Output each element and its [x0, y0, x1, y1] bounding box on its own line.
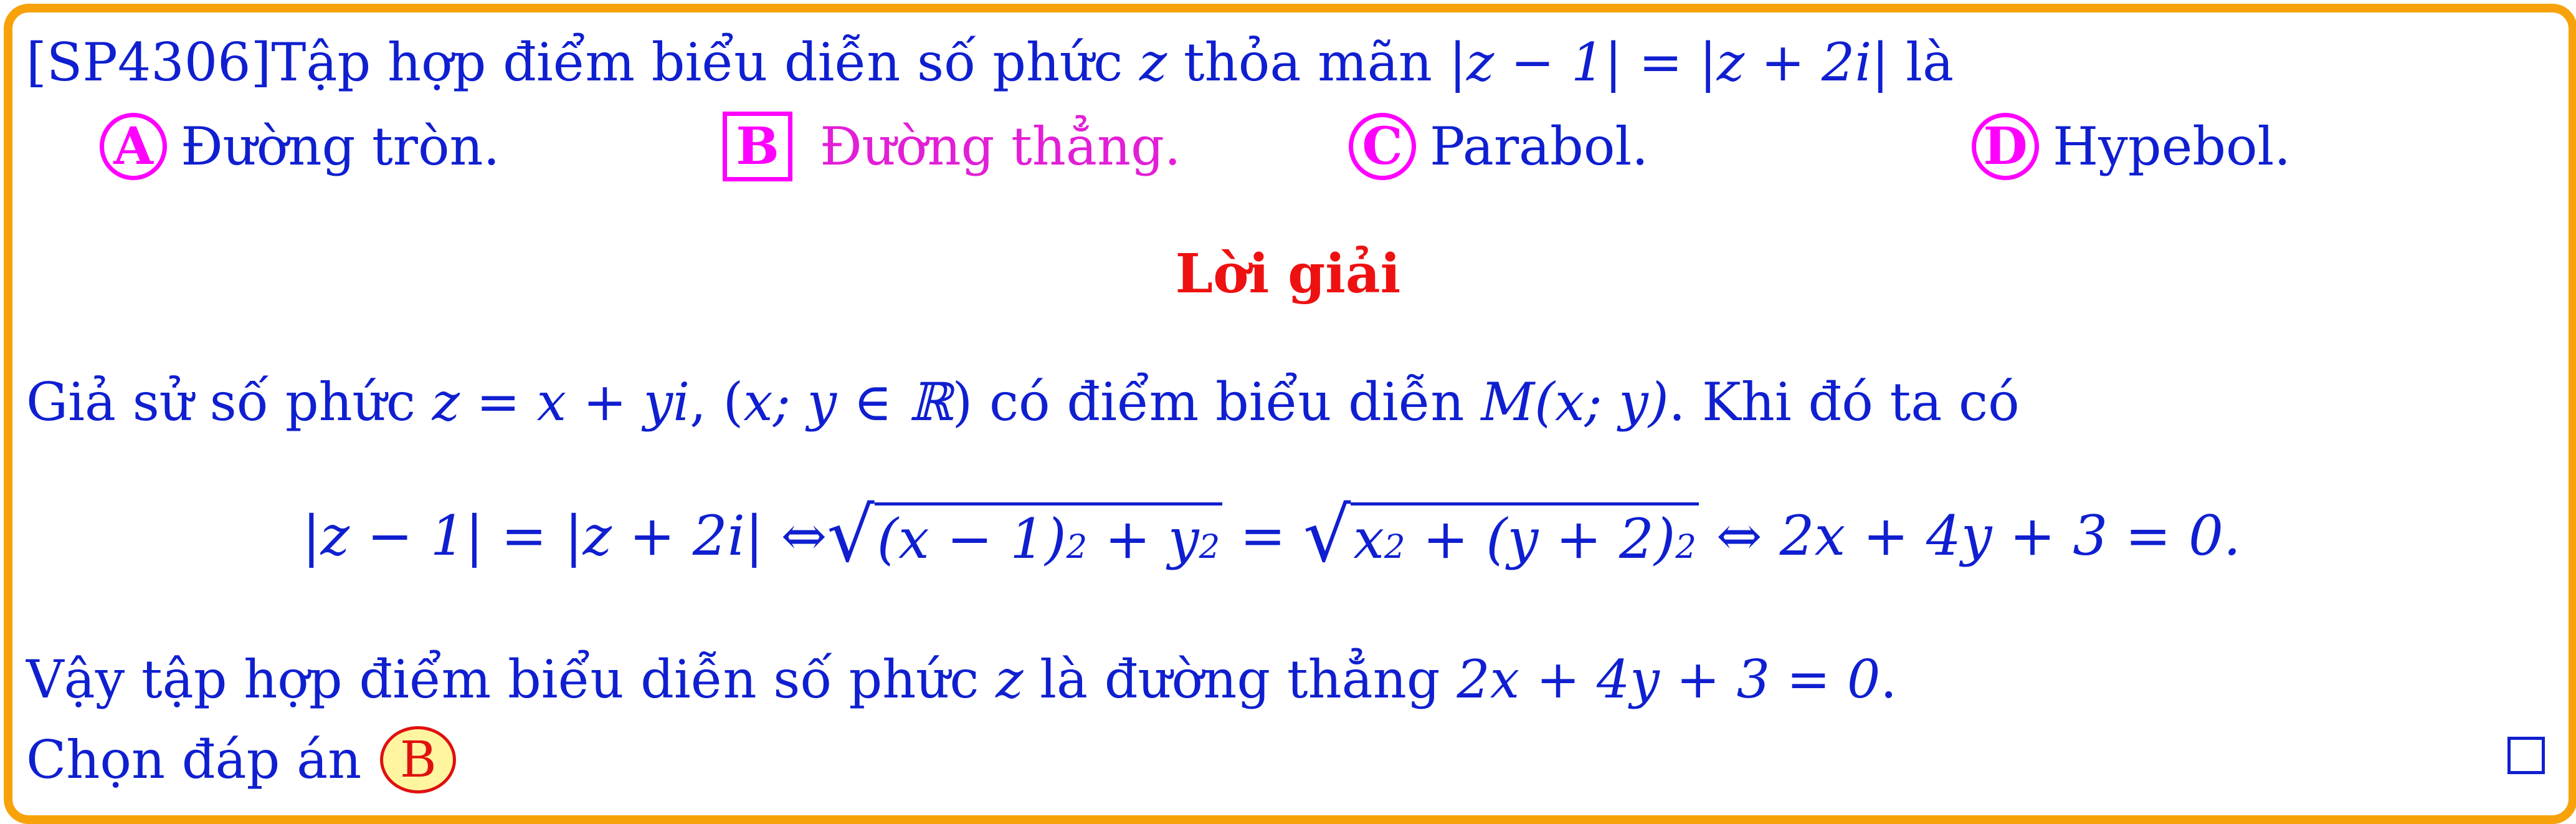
solution-equation: |z − 1| = |z + 2i| ⇔ √ $(x - 1)^2 + y^2$ = √ $x^2 + (y + 2)^2$ ⇔ 2x + 4y + 3 = 0.: [302, 492, 2241, 579]
sqrt-sign-icon: √: [827, 492, 875, 579]
option-c-label: C: [1349, 113, 1416, 180]
option-b[interactable]: [723, 112, 1181, 181]
choose-answer: Chọn đáp án B: [26, 726, 456, 793]
option-b-label: B: [723, 112, 792, 181]
option-d-text: Hypebol.: [2053, 116, 2291, 177]
question-text: [SP4306]Tập hợp điểm biểu diễn số phức z thỏa mãn |z − 1| = |z + 2i| là: [26, 32, 1954, 93]
sqrt-sign-icon: √: [1303, 492, 1351, 579]
answer-badge: B: [380, 726, 456, 793]
option-c-text: Parabol.: [1430, 116, 1648, 177]
option-d[interactable]: [1972, 112, 2291, 181]
qed-square-icon: [2507, 737, 2545, 774]
option-c[interactable]: [1349, 112, 1648, 181]
sqrt-left: √ $(x - 1)^2 + y^2$: [827, 502, 1222, 570]
sqrt-right: √ $x^2 + (y + 2)^2$: [1303, 502, 1699, 570]
solution-intro: Giả sử số phức z = x + yi, (x; y ∈ ℝ) có điểm biểu diễn M(x; y). Khi đó ta có: [26, 371, 2020, 433]
option-a-text: Đường tròn.: [181, 116, 500, 177]
option-b-text: Đường thẳng.: [820, 116, 1181, 177]
solution-conclusion: Vậy tập hợp điểm biểu diễn số phức z là đường thẳng 2x + 4y + 3 = 0.: [26, 649, 1897, 710]
question-condition: |z − 1| = |z + 2i|: [1448, 32, 1889, 93]
solution-heading: Lời giải: [1175, 242, 1401, 305]
option-a[interactable]: [100, 112, 500, 181]
question-code: [SP4306]: [26, 32, 272, 93]
option-d-label: D: [1972, 113, 2039, 180]
option-a-label: A: [100, 113, 167, 180]
